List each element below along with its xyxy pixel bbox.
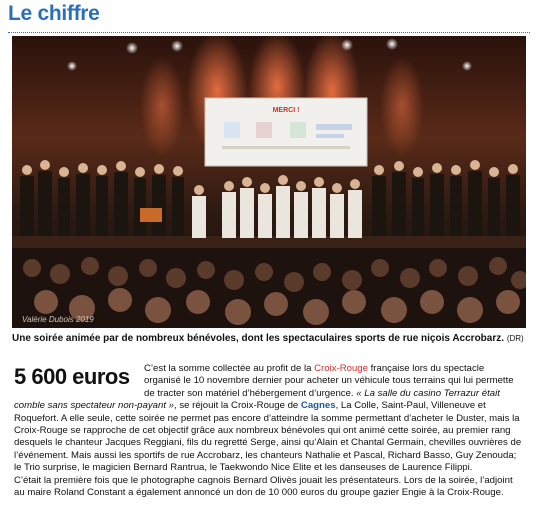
article-paragraph-1: C’est la somme collectée au profit de la Croix-Rouge française lors du spectacle organisé le 10 novembre dernier pour acheter un véhicule tous terrains qui lui permette de tracter son matériel d’hébergement d’urgence. « La salle du casino Terrazur était comble sans spectateur non-payant », se réjouit la Croix-Rouge de Cagnes, La Colle, Saint-Paul, Villeneuve et Roquefort. A elle seule, cette soirée ne permet pas encore d’atteindre la somme permettant d’acheter le Duster, mais la Croix-Rouge se rapproche de cet objectif grâce aux nombreux bénévoles qui ont animé cette soirée, au premier rang desquels le chanteur Jacques Reggiani, fils du regretté Serge, ainsi qu’Alain et Chantal Germain, chevilles ouvrières de l’événement. Mais aussi les sportifs de rue Accrobarz, les chanteurs Nathalie et Pascal, Richard Basso, Guy Zenouda; le Trio surprise, le magicien Bernard Rantrua, le Taekwondo Nice Elite et les danseuses de Laurence Filippi. bbox=[14, 363, 522, 474]
article-body bbox=[14, 363, 522, 499]
headline-figure: 5 600 euros bbox=[14, 364, 130, 389]
article-paragraph-2: C’était la première fois que le photographe cagnois Bernard Olivès jouait les présentateurs. Lors de la soirée, l’adjoint au maire Roland Constant a également annoncé un don de 10 000 euros du groupe gazier Engie à la Croix-Rouge. bbox=[14, 474, 513, 499]
photo-caption bbox=[12, 333, 532, 344]
photo-credit: Valérie Dubois 2019 bbox=[22, 315, 94, 324]
screen-title: MERCI ! bbox=[272, 107, 300, 114]
event-photo bbox=[12, 36, 526, 328]
section-heading: Le chiffre bbox=[8, 2, 100, 25]
heading-divider bbox=[8, 32, 530, 33]
caption-credit: (DR) bbox=[506, 334, 524, 343]
caption-text: Une soirée animée par de nombreux bénévoles, dont les spectaculaires sports de rue niçois Accrobarz. bbox=[12, 333, 505, 344]
figure-spacer bbox=[14, 363, 144, 389]
stage-screen bbox=[205, 98, 367, 166]
